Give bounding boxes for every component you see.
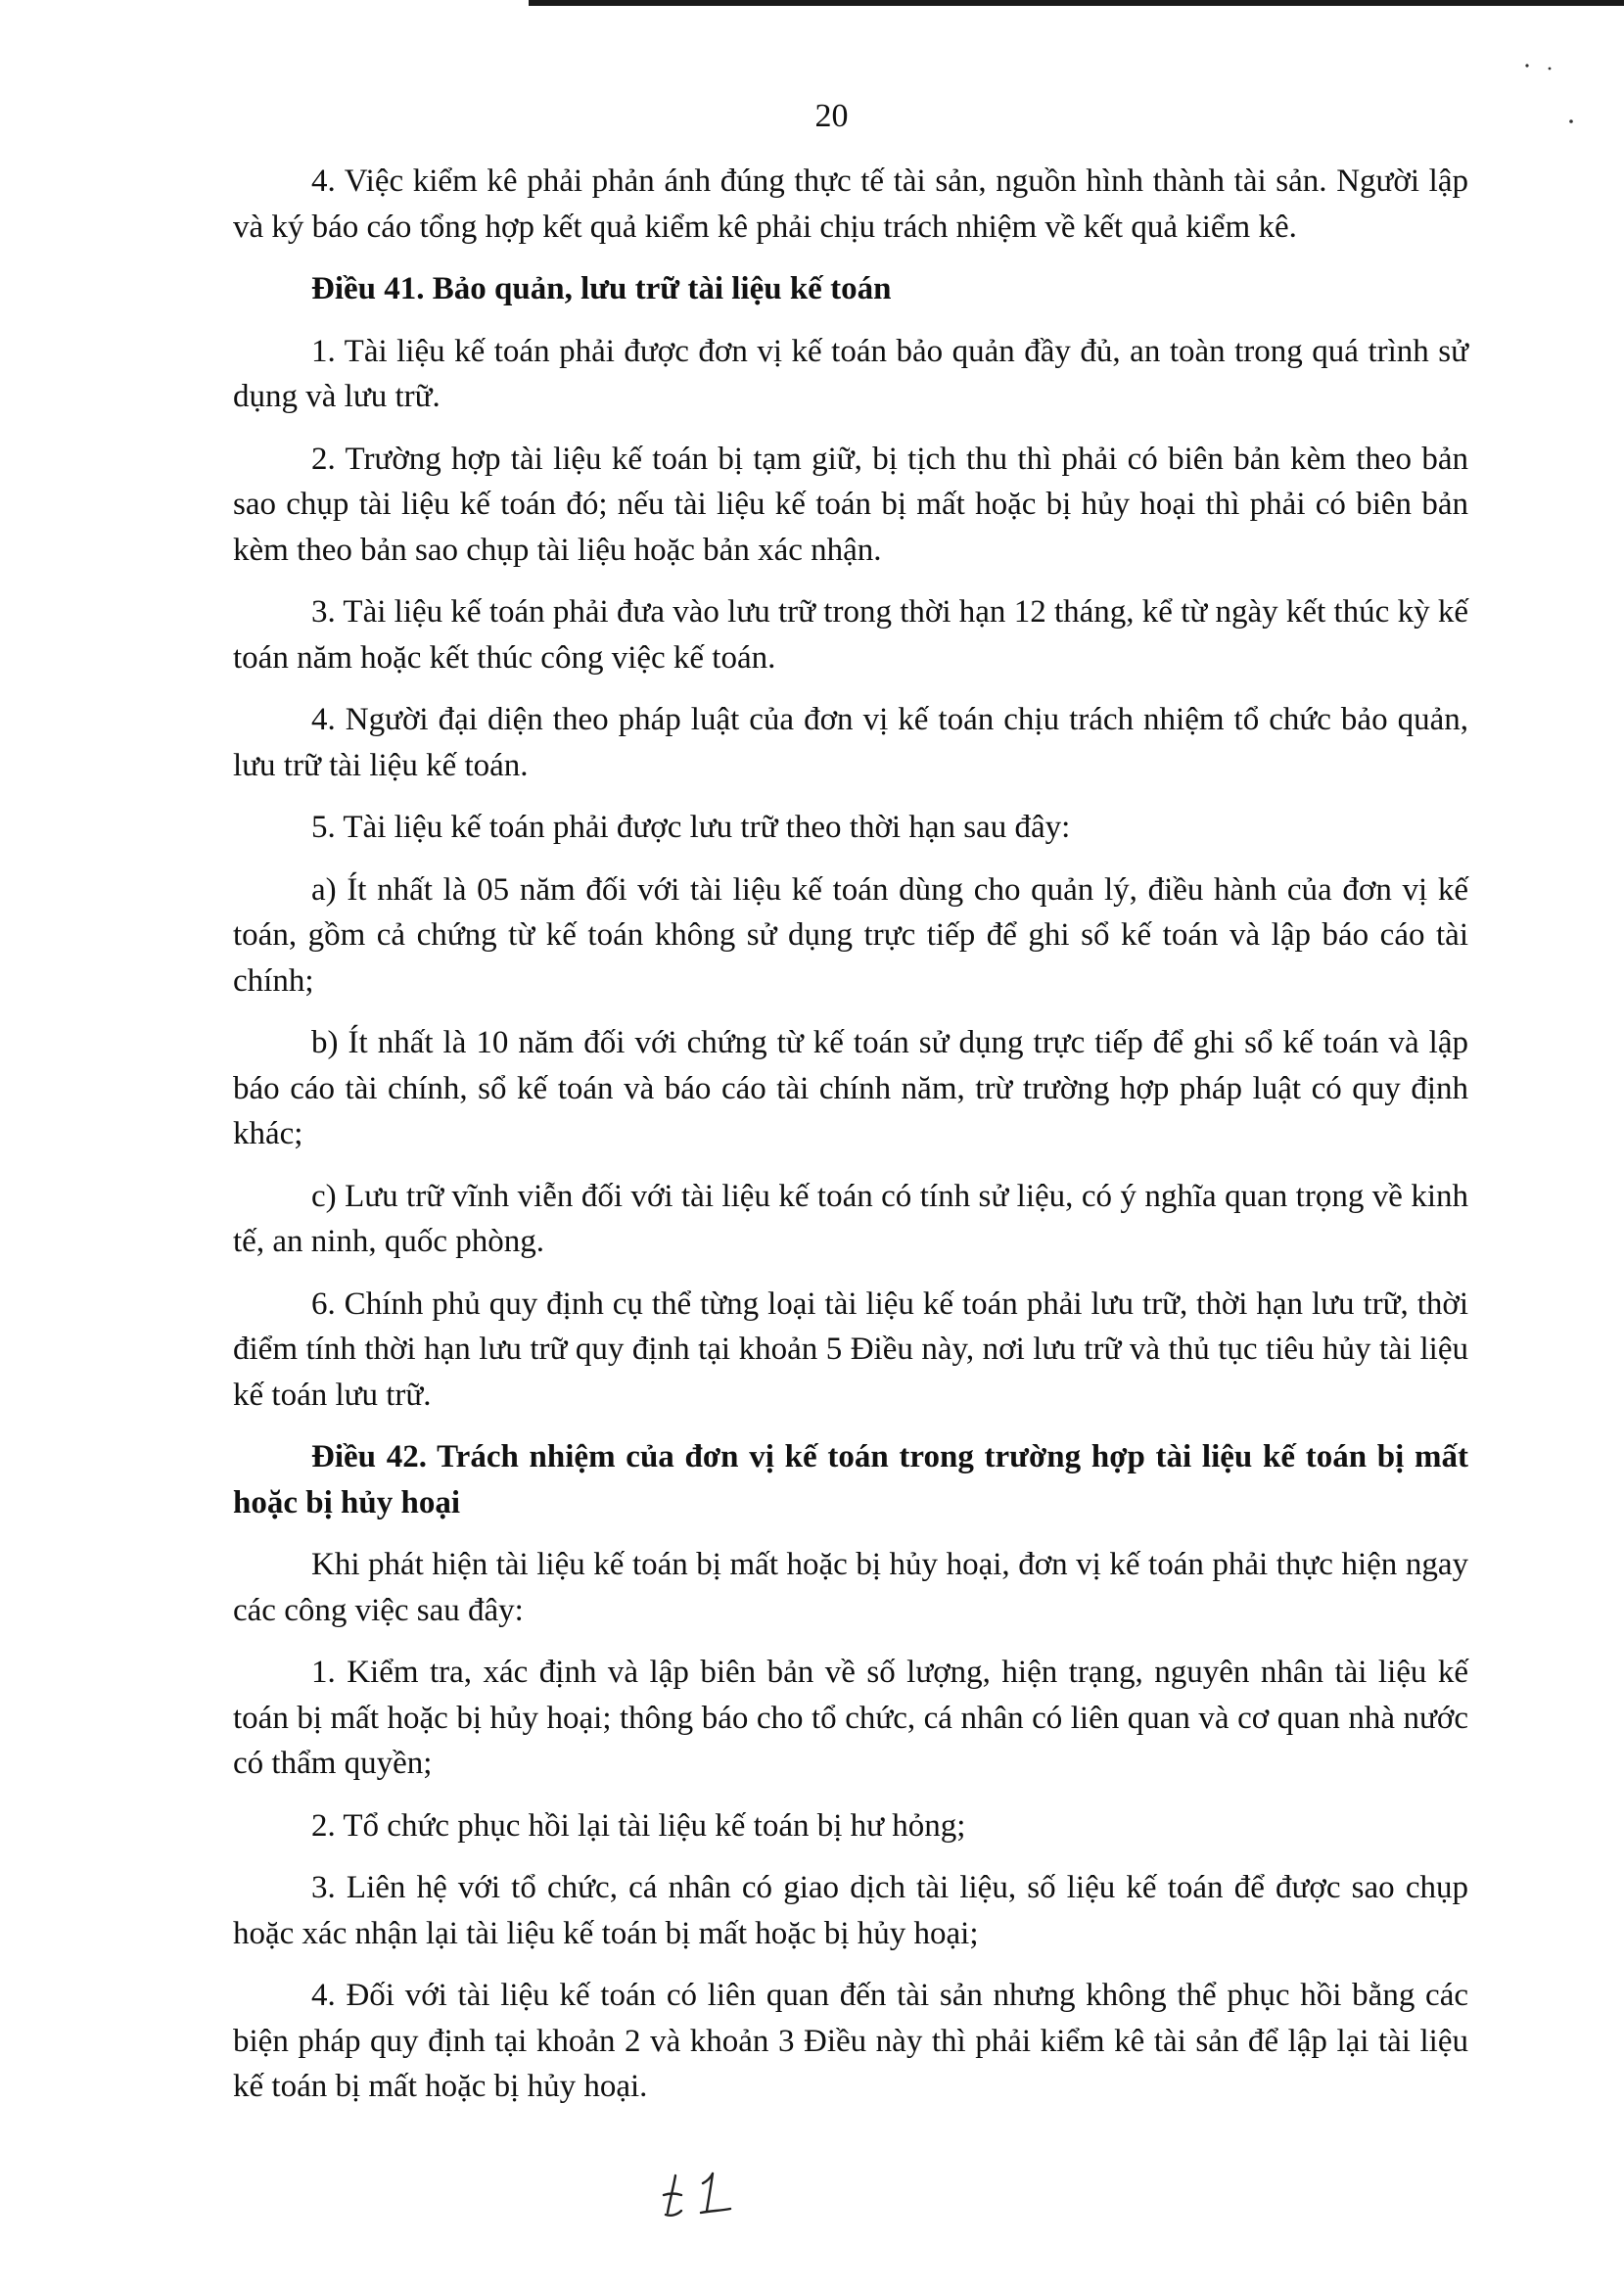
clause-41-5: 5. Tài liệu kế toán phải được lưu trữ theo thời hạn sau đây: [311,810,1071,845]
clause-41-3: 3. Tài liệu kế toán phải đưa vào lưu trữ trong thời hạn 12 tháng, kể từ ngày kết thúc kỳ kế toán năm hoặc kết thúc công việc kế toán. [233,594,1468,676]
clause-41-1: 1. Tài liệu kế toán phải được đơn vị kế toán bảo quản đầy đủ, an toàn trong quá trình sử dụng và lưu trữ. [233,333,1468,414]
article-title: Trách nhiệm của đơn vị kế toán trong trường hợp tài liệu kế toán bị mất hoặc bị hủy hoại [233,1439,1469,1520]
article-42-heading [233,1434,1468,1525]
clause-42-4: 4. Đối với tài liệu kế toán có liên quan đến tài sản nhưng không thể phục hồi bằng các biện pháp quy định tại khoản 2 và khoản 3 Điều này thì phải kiểm kê tài sản để lập lại tài liệu kế toán bị mất hoặc bị hủy hoại. [233,1978,1468,2104]
clause-42-2: 2. Tổ chức phục hồi lại tài liệu kế toán bị hư hỏng; [311,1807,966,1844]
clause-42-3: 3. Liên hệ với tổ chức, cá nhân có giao dịch tài liệu, số liệu kế toán để được sao chụp hoặc xác nhận lại tài liệu kế toán bị mất hoặc bị hủy hoại; [233,1870,1468,1951]
scan-top-border [529,0,1624,6]
article-number: Điều 42. [311,1439,427,1474]
document-body [233,159,1468,2127]
clause-41-2: 2. Trường hợp tài liệu kế toán bị tạm giữ, bị tịch thu thì phải có biên bản kèm theo bản sao chụp tài liệu kế toán đó; nếu tài liệu kế toán bị mất hoặc bị hủy hoại thì phải có biên bản kèm theo bản sao chụp tài liệu hoặc bản xác nhận. [233,441,1468,568]
article-41-heading [233,266,1468,312]
clause-40-4: 4. Việc kiểm kê phải phản ánh đúng thực tế tài sản, nguồn hình thành tài sản. Người lập và ký báo cáo tổng hợp kết quả kiểm kê phải chịu trách nhiệm về kết quả kiểm kê. [233,164,1468,245]
handwritten-page-mark [656,2166,744,2224]
clause-41-5-c: c) Lưu trữ vĩnh viễn đối với tài liệu kế toán có tính sử liệu, có ý nghĩa quan trọng về kinh tế, an ninh, quốc phòng. [233,1178,1468,1259]
article-number: Điều 41. [311,271,425,306]
page-number: 20 [814,98,849,134]
clause-41-4: 4. Người đại diện theo pháp luật của đơn vị kế toán chịu trách nhiệm tổ chức bảo quản, lưu trữ tài liệu kế toán. [233,702,1468,783]
article-42-intro: Khi phát hiện tài liệu kế toán bị mất hoặc bị hủy hoại, đơn vị kế toán phải thực hiện ngay các công việc sau đây: [233,1547,1468,1628]
clause-41-5-a: a) Ít nhất là 05 năm đối với tài liệu kế toán dùng cho quản lý, điều hành của đơn vị kế toán, gồm cả chứng từ kế toán không sử dụng trực tiếp để ghi sổ kế toán và lập báo cáo tài chính; [233,871,1468,999]
article-title: Bảo quản, lưu trữ tài liệu kế toán [432,271,892,306]
clause-41-6: 6. Chính phủ quy định cụ thể từng loại tài liệu kế toán phải lưu trữ, thời hạn lưu trữ, thời điểm tính thời hạn lưu trữ quy định tại khoản 5 Điều này, nơi lưu trữ và thủ tục tiêu hủy tài liệu kế toán lưu trữ. [233,1286,1468,1413]
clause-42-1: 1. Kiểm tra, xác định và lập biên bản về số lượng, hiện trạng, nguyên nhân tài liệu kế toán bị mất hoặc bị hủy hoại; thông báo cho tổ chức, cá nhân có liên quan và cơ quan nhà nước có thẩm quyền; [233,1655,1468,1781]
clause-41-5-b: b) Ít nhất là 10 năm đối với chứng từ kế toán sử dụng trực tiếp để ghi sổ kế toán và lập báo cáo tài chính, sổ kế toán và báo cáo tài chính năm, trừ trường hợp pháp luật có quy định khác; [233,1025,1468,1151]
